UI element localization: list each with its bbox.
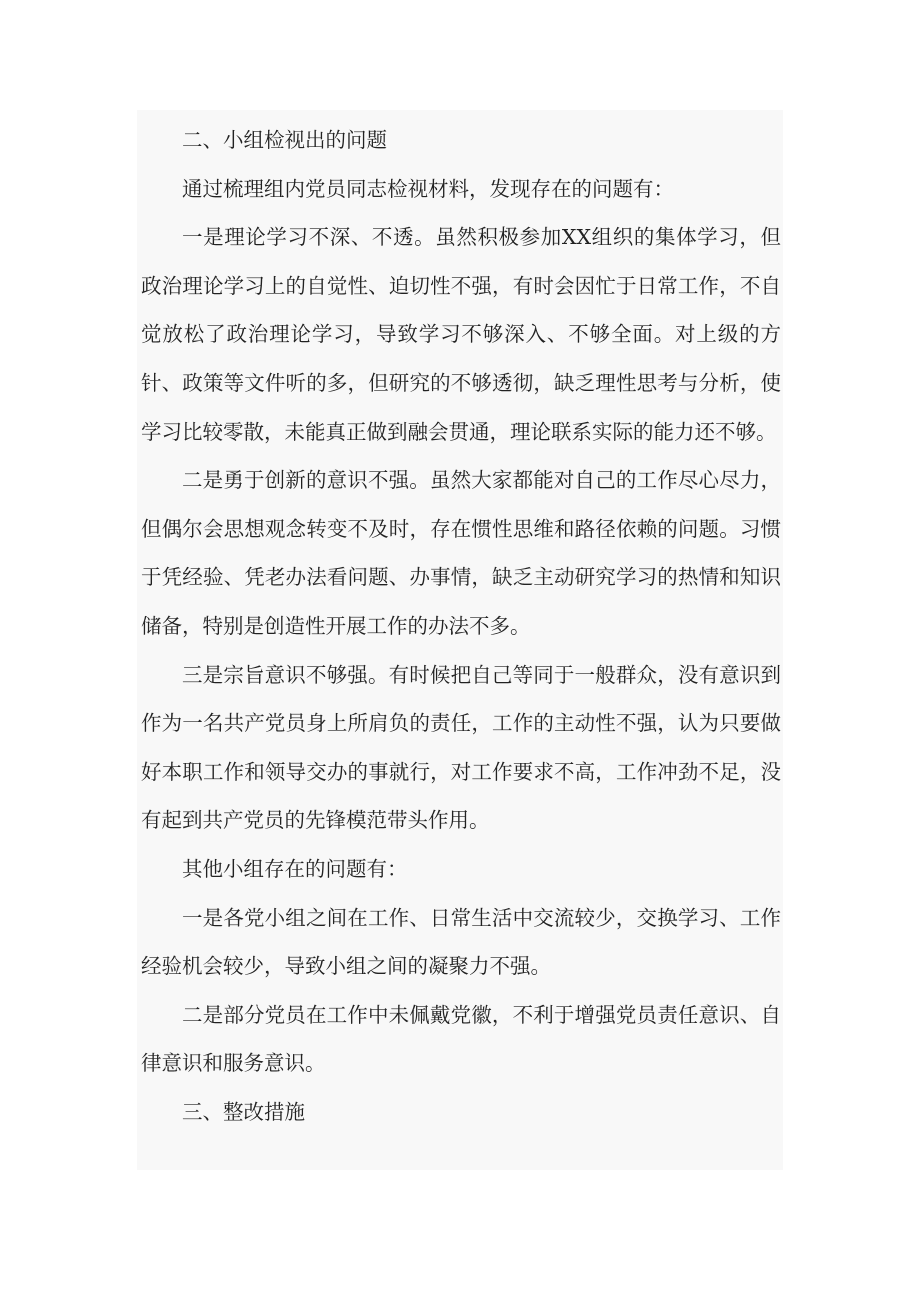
section-heading-measures: 三、整改措施 — [182, 1099, 305, 1124]
problem-paragraph-1: 一是理论学习不深、不透。虽然积极参加XX组织的集体学习，但政治理论学习上的自觉性、迫切性不强，有时会因忙于日常工作，不自觉放松了政治理论学习，导致学习不够深入、不够全面。对上级的方针、政策等文件听的多，但研究的不够透彻，缺乏理性思考与分析，使学习比较零散，未能真正做到融会贯通，理论联系实际的能力还不够。 — [141, 225, 781, 444]
other-problem-paragraph-1: 一是各党小组之间在工作、日常生活中交流较少，交换学习、工作经验机会较少，导致小组之间的凝聚力不强。 — [141, 905, 781, 979]
section-heading-problems: 二、小组检视出的问题 — [182, 128, 387, 152]
problem-paragraph-3: 三是宗旨意识不够强。有时候把自己等同于一般群众，没有意识到作为一名共产党员身上所肩负的责任，工作的主动性不强，认为只要做好本职工作和领导交办的事就行，对工作要求不高，工作冲劲不足，没有起到共产党员的先锋模范带头作用。 — [141, 662, 781, 833]
document-content — [141, 116, 781, 1136]
text-block — [137, 110, 783, 1170]
intro-paragraph: 通过梳理组内党员同志检视材料，发现存在的问题有： — [182, 176, 674, 201]
problem-paragraph-2: 二是勇于创新的意识不强。虽然大家都能对自己的工作尽心尽力，但偶尔会思想观念转变不及时，存在惯性思维和路径依赖的问题。习惯于凭经验、凭老办法看问题、办事情，缺乏主动研究学习的热情和知识储备，特别是创造性开展工作的办法不多。 — [141, 468, 781, 638]
other-problem-paragraph-2: 二是部分党员在工作中未佩戴党徽，不利于增强党员责任意识、自律意识和服务意识。 — [141, 1002, 781, 1076]
other-groups-intro: 其他小组存在的问题有： — [182, 856, 408, 881]
